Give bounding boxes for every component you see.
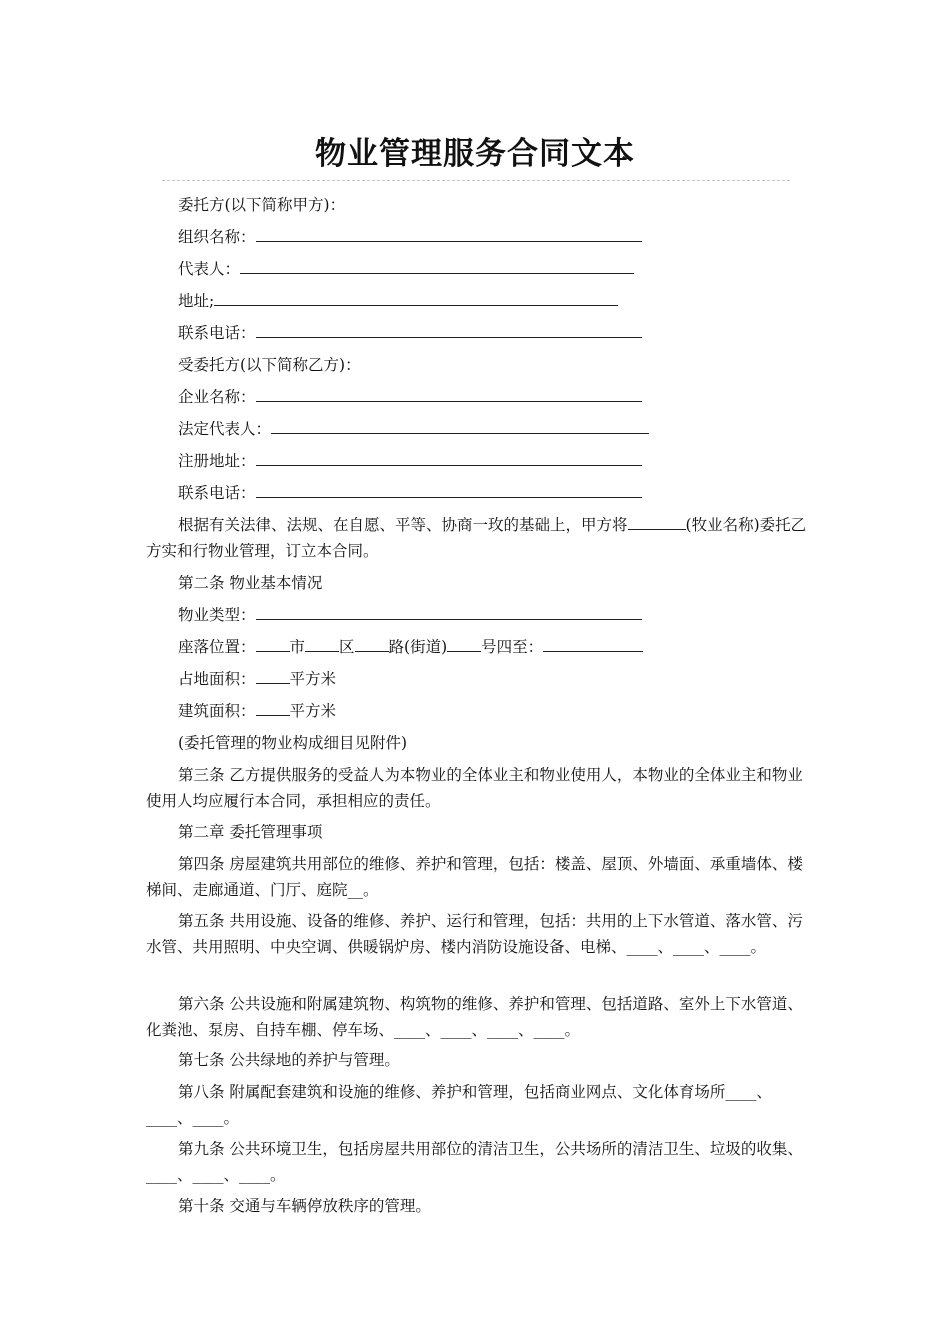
legal-rep-label: 法定代表人： xyxy=(178,420,272,438)
reg-address-label: 注册地址： xyxy=(178,452,256,470)
road-blank xyxy=(355,637,389,652)
party-b-phone-label: 联系电话： xyxy=(178,484,256,502)
party-b-company-name xyxy=(178,387,642,407)
district-blank xyxy=(305,637,339,652)
address-blank xyxy=(214,291,618,306)
intro-paragraph xyxy=(146,512,812,564)
article-7: 第七条 公共绿地的养护与管理。 xyxy=(178,1051,400,1069)
chapter-2-heading: 第二章 委托管理事项 xyxy=(178,823,323,841)
land-area-blank xyxy=(256,669,290,684)
intro-text-2: (牧业名称)委托乙方实和行物业管理，订立本合同。 xyxy=(146,516,807,560)
party-a-phone xyxy=(178,323,642,343)
org-name-label: 组织名称： xyxy=(178,228,256,246)
article-5: 第五条 共用设施、设备的维修、养护、运行和管理，包括：共用的上下水管道、落水管、污水管、共用照明、中央空调、供暖锅炉房、楼内消防设施设备、电梯、____、____、____。 xyxy=(146,912,803,956)
org-name-blank xyxy=(256,227,642,242)
building-area-unit: 平方米 xyxy=(289,702,337,720)
road-text: 路(街道) xyxy=(388,638,448,656)
location-label: 座落位置： xyxy=(178,638,256,656)
party-a-org-name xyxy=(178,227,642,247)
land-area-unit: 平方米 xyxy=(289,670,337,688)
city-blank xyxy=(256,637,290,652)
article-9: 第九条 公共环境卫生，包括房屋共用部位的清洁卫生，公共场所的清洁卫生、垃圾的收集、____、____、____。 xyxy=(146,1140,803,1184)
article-3: 第三条 乙方提供服务的受益人为本物业的全体业主和物业使用人，本物业的全体业主和物业使用人均应履行本合同，承担相应的责任。 xyxy=(146,766,803,810)
representative-blank xyxy=(240,259,634,274)
legal-rep-blank xyxy=(271,419,649,434)
building-area-blank xyxy=(256,701,290,716)
address-label: 地址; xyxy=(178,292,215,310)
intro-text-1: 根据有关法律、法规、在自愿、平等、协商一玫的基础上，甲方将 xyxy=(178,516,628,534)
title-divider xyxy=(162,180,790,181)
reg-address-blank xyxy=(256,451,642,466)
building-area xyxy=(178,701,336,721)
party-b-heading: 受委托方(以下简称乙方)： xyxy=(178,356,361,374)
building-area-label: 建筑面积： xyxy=(178,702,256,720)
article-2-heading: 第二条 物业基本情况 xyxy=(178,574,323,592)
boundaries-blank xyxy=(543,637,643,652)
party-a-phone-blank xyxy=(256,323,642,338)
property-type-blank xyxy=(256,605,642,620)
article-6: 第六条 公共设施和附属建筑物、构筑物的维修、养护和管理、包括道路、室外上下水管道、化粪池、泵房、自持车棚、停车场、____、____、____、____。 xyxy=(146,995,803,1039)
number-text: 号四至： xyxy=(481,638,544,656)
annex-note: (委托管理的物业构成细目见附件) xyxy=(178,734,408,752)
party-b-phone-blank xyxy=(256,483,642,498)
property-type-label: 物业类型： xyxy=(178,606,256,624)
company-name-label: 企业名称： xyxy=(178,388,256,406)
party-b-reg-address xyxy=(178,451,642,471)
land-area-label: 占地面积： xyxy=(178,670,256,688)
city-text: 市 xyxy=(289,638,306,656)
party-b-legal-rep xyxy=(178,419,649,439)
property-name-blank xyxy=(628,515,686,530)
land-area xyxy=(178,669,336,689)
company-name-blank xyxy=(256,387,642,402)
party-a-heading: 委托方(以下简称甲方)： xyxy=(178,196,346,214)
property-type xyxy=(178,605,642,625)
party-a-representative xyxy=(178,259,634,279)
article-4: 第四条 房屋建筑共用部位的维修、养护和管理，包括：楼盖、屋顶、外墙面、承重墙体、楼梯间、走廊通道、门厅、庭院__。 xyxy=(146,855,803,899)
party-b-phone xyxy=(178,483,642,503)
district-text: 区 xyxy=(339,638,355,656)
document-title: 物业管理服务合同文本 xyxy=(315,136,635,172)
party-a-address xyxy=(178,291,618,311)
article-10: 第十条 交通与车辆停放秩序的管理。 xyxy=(178,1197,431,1215)
representative-label: 代表人： xyxy=(178,260,241,278)
number-blank xyxy=(447,637,481,652)
party-a-phone-label: 联系电话： xyxy=(178,324,256,342)
article-8: 第八条 附属配套建筑和设施的维修、养护和管理，包括商业网点、文化体育场所____、____、____。 xyxy=(146,1083,772,1127)
property-location xyxy=(178,637,643,657)
